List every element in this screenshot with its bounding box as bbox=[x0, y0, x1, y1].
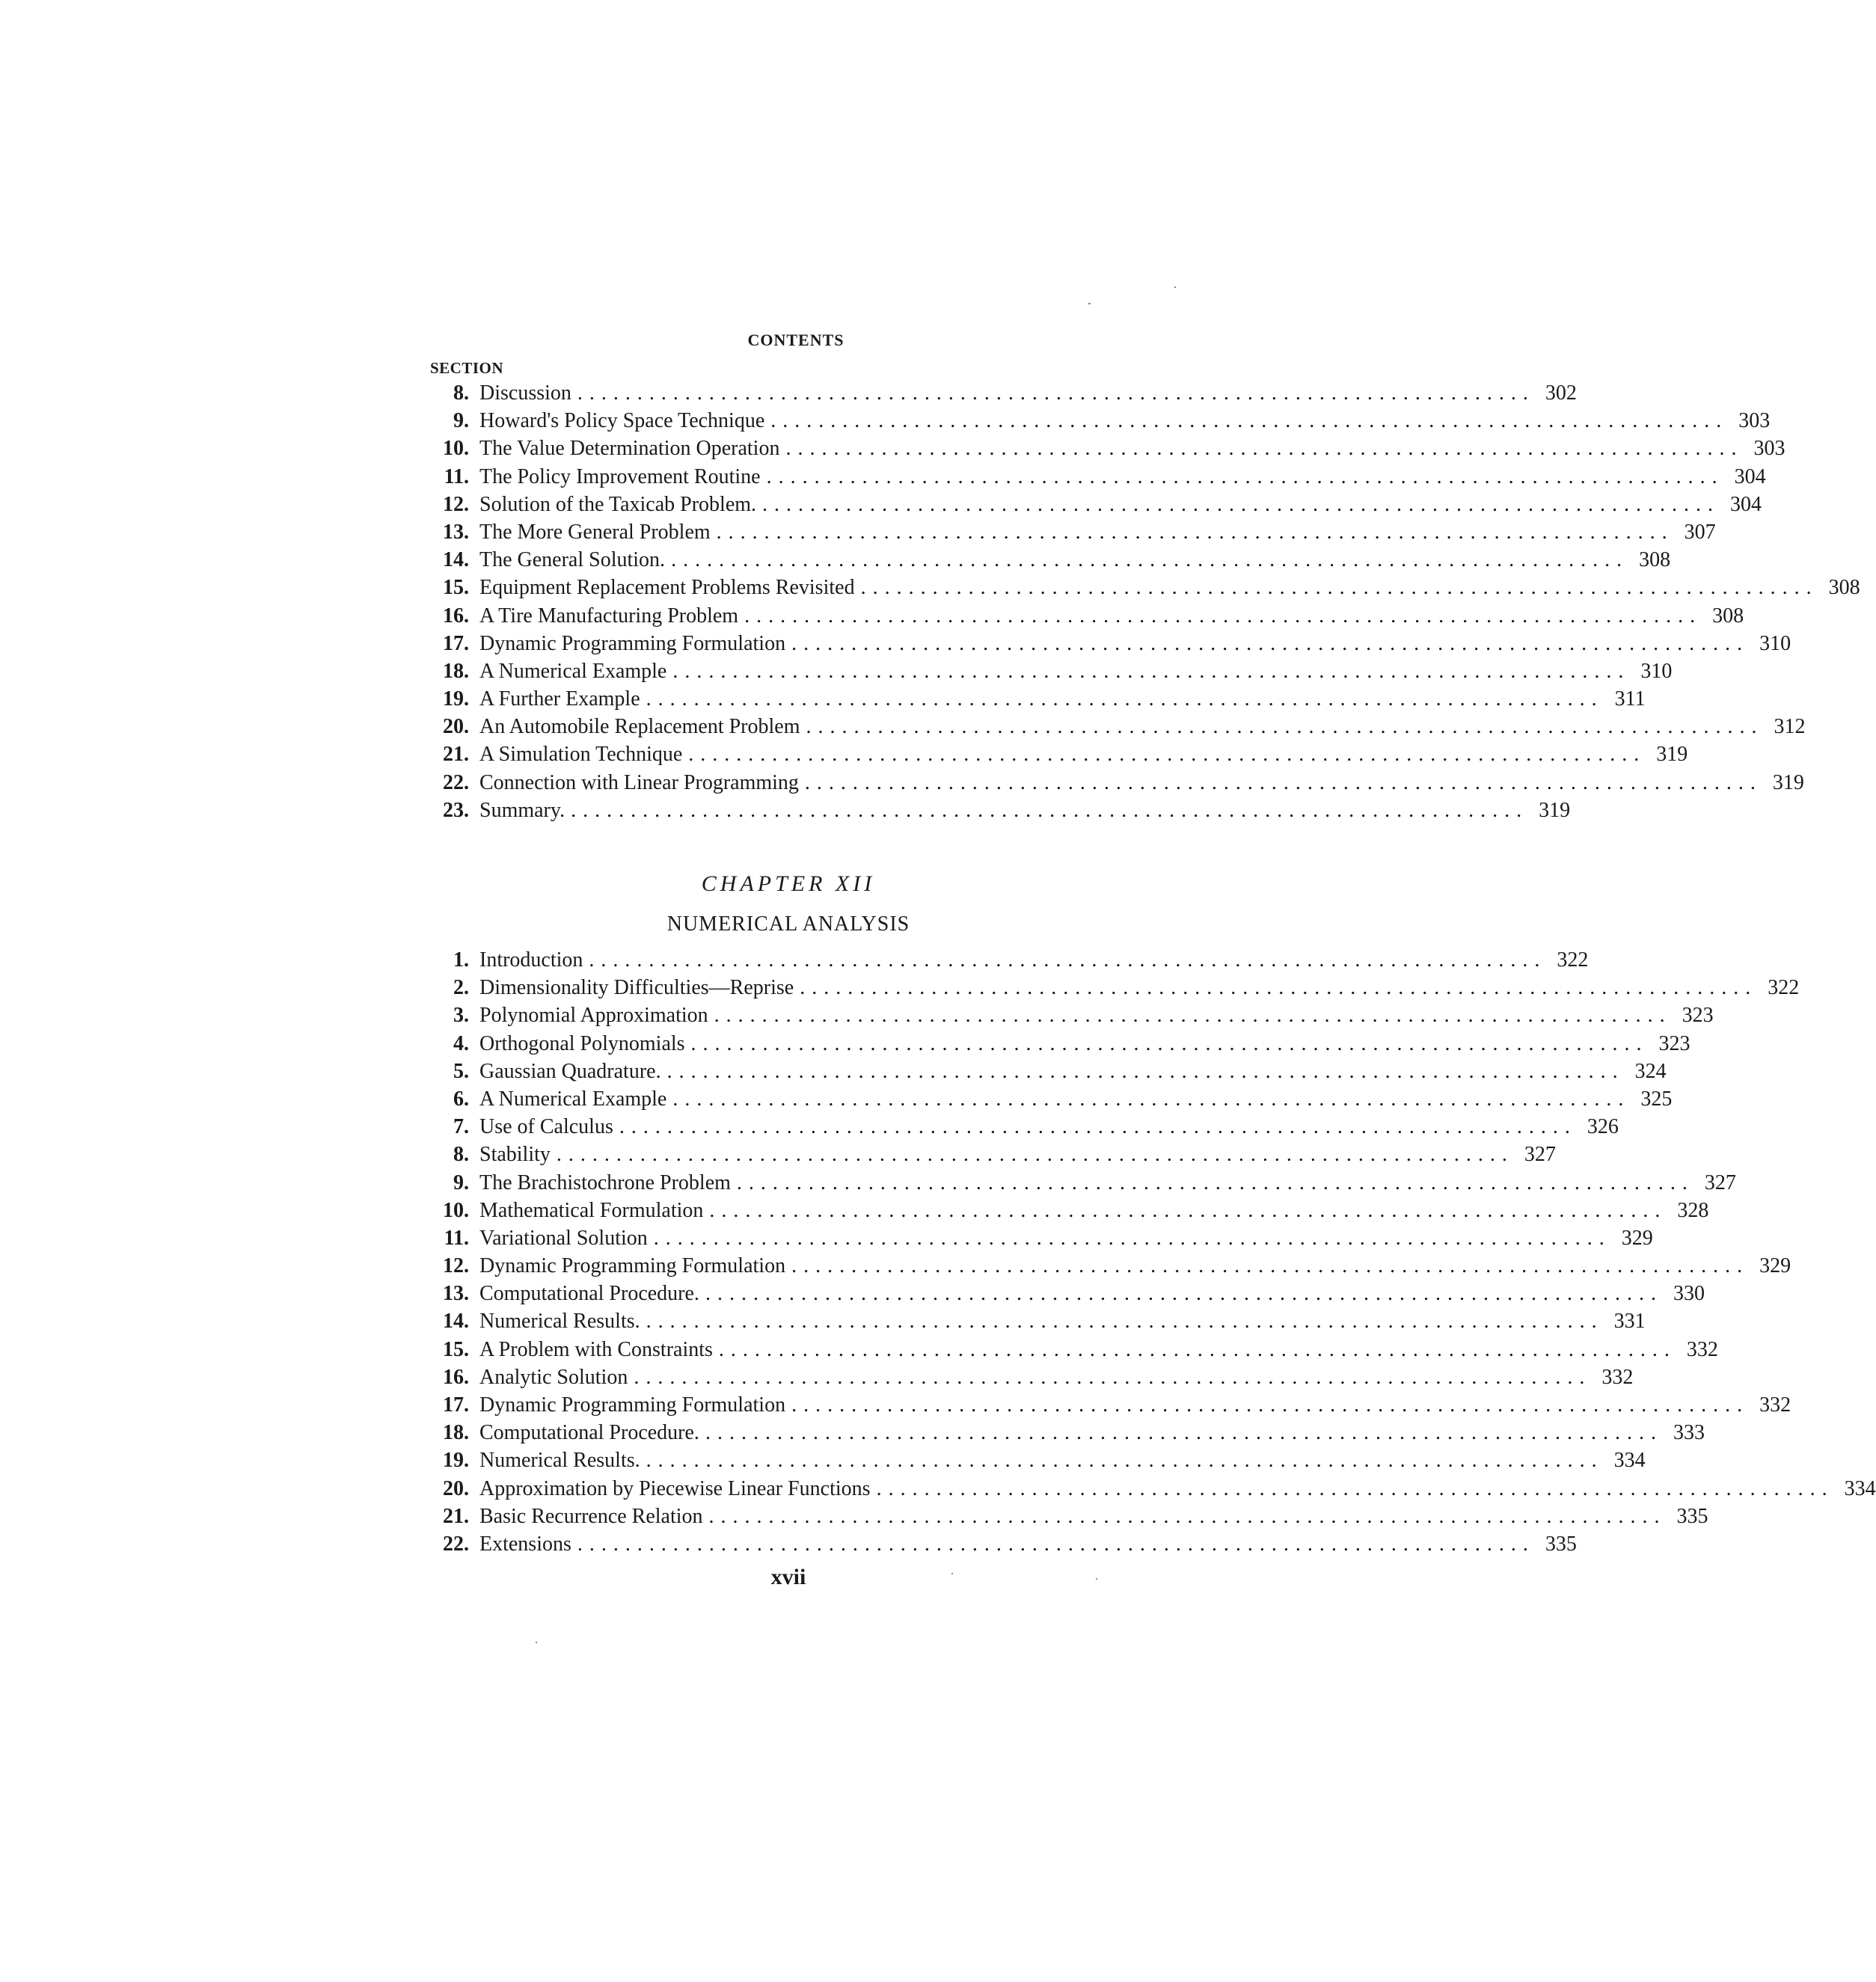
scan-speck bbox=[536, 1642, 537, 1643]
toc-entry bbox=[430, 1226, 1653, 1254]
entry-page: 303 bbox=[1753, 437, 1785, 461]
toc-entry bbox=[430, 1198, 1709, 1227]
entry-number: 8. bbox=[453, 381, 469, 405]
entry-page: 324 bbox=[1634, 1059, 1667, 1083]
toc-entry bbox=[430, 1031, 1690, 1060]
entry-page: 302 bbox=[1545, 381, 1577, 405]
dot-leader: ................................................................................ bbox=[800, 976, 1758, 1000]
toc-entry bbox=[430, 520, 1716, 548]
entry-number: 17. bbox=[443, 631, 469, 655]
entry-page: 329 bbox=[1759, 1254, 1791, 1278]
dot-leader: ................................................................................ bbox=[806, 715, 1764, 739]
entry-title: Summary. bbox=[469, 799, 571, 823]
page-folio: xvii bbox=[770, 1565, 806, 1589]
entry-page: 310 bbox=[1640, 659, 1673, 683]
toc-entry bbox=[430, 687, 1646, 715]
toc-entry bbox=[430, 548, 1671, 576]
toc-entry bbox=[430, 1365, 1634, 1393]
entry-page: 323 bbox=[1682, 1004, 1714, 1028]
dot-leader: ................................................................................ bbox=[736, 1171, 1694, 1194]
entry-page: 334 bbox=[1613, 1449, 1646, 1473]
toc-entry bbox=[430, 1476, 1876, 1505]
toc-entry bbox=[430, 1254, 1791, 1282]
entry-page: 325 bbox=[1640, 1087, 1673, 1111]
entry-title: The Value Determination Operation bbox=[469, 437, 785, 461]
dot-leader: ................................................................................ bbox=[876, 1476, 1834, 1500]
dot-leader: ................................................................................ bbox=[619, 1115, 1577, 1139]
dot-leader: ................................................................................ bbox=[766, 464, 1724, 488]
entry-number: 22. bbox=[443, 1532, 469, 1556]
dot-leader: ................................................................................ bbox=[770, 409, 1729, 433]
toc-entry bbox=[430, 1421, 1705, 1449]
entry-page: 311 bbox=[1614, 687, 1646, 711]
entry-number: 12. bbox=[443, 1254, 469, 1278]
entry-title: Discussion bbox=[469, 381, 577, 405]
entry-number: 7. bbox=[453, 1115, 469, 1139]
chapter-title: NUMERICAL ANALYSIS bbox=[666, 912, 910, 936]
entry-title: Solution of the Taxicab Problem. bbox=[469, 493, 762, 517]
entry-title: A Simulation Technique bbox=[469, 743, 688, 767]
dot-leader: ................................................................................ bbox=[634, 1365, 1592, 1389]
entry-number: 15. bbox=[443, 576, 469, 600]
entry-title: Mathematical Formulation bbox=[469, 1199, 709, 1223]
dot-leader: ................................................................................ bbox=[646, 1310, 1604, 1334]
dot-leader: ................................................................................ bbox=[785, 437, 1744, 461]
entry-number: 21. bbox=[443, 743, 469, 767]
entry-title: Stability bbox=[469, 1143, 557, 1167]
dot-leader: ................................................................................ bbox=[690, 1031, 1649, 1055]
entry-number: 16. bbox=[443, 604, 469, 628]
entry-title: A Numerical Example bbox=[469, 1087, 672, 1111]
entry-page: 304 bbox=[1730, 492, 1762, 516]
entry-number: 13. bbox=[443, 1282, 469, 1306]
entry-page: 323 bbox=[1658, 1031, 1690, 1055]
entry-page: 333 bbox=[1673, 1421, 1705, 1445]
entry-page: 330 bbox=[1673, 1282, 1705, 1306]
entry-title: A Problem with Constraints bbox=[469, 1338, 719, 1362]
entry-page: 335 bbox=[1676, 1504, 1708, 1528]
dot-leader: ................................................................................ bbox=[860, 576, 1818, 600]
toc-entry bbox=[430, 1393, 1791, 1421]
toc-list-chapter-xi bbox=[430, 381, 1860, 826]
entry-page: 303 bbox=[1738, 409, 1771, 433]
entry-page: 308 bbox=[1639, 548, 1671, 572]
entry-title: Use of Calculus bbox=[469, 1115, 619, 1139]
entry-page: 319 bbox=[1772, 770, 1804, 794]
toc-entry bbox=[430, 1449, 1646, 1476]
toc-entry bbox=[430, 1532, 1577, 1560]
dot-leader: ................................................................................ bbox=[688, 743, 1646, 767]
toc-entry bbox=[430, 743, 1688, 770]
entry-title: The Brachistochrone Problem bbox=[469, 1171, 737, 1195]
entry-number: 18. bbox=[443, 659, 469, 683]
toc-entry bbox=[430, 1087, 1673, 1115]
entry-title: Approximation by Piecewise Linear Functions bbox=[469, 1477, 877, 1501]
toc-entry bbox=[430, 659, 1673, 687]
toc-entry bbox=[430, 1337, 1718, 1366]
entry-page: 326 bbox=[1587, 1115, 1619, 1139]
entry-page: 334 bbox=[1844, 1476, 1876, 1500]
toc-entry bbox=[430, 948, 1589, 976]
entry-page: 319 bbox=[1656, 743, 1688, 767]
entry-title: Gaussian Quadrature. bbox=[469, 1060, 667, 1084]
toc-entry bbox=[430, 1504, 1708, 1532]
entry-number: 22. bbox=[443, 770, 469, 794]
toc-entry bbox=[430, 1282, 1705, 1310]
entry-number: 9. bbox=[453, 1171, 469, 1194]
scan-speck bbox=[1096, 1578, 1097, 1580]
entry-title: The More General Problem bbox=[469, 521, 717, 544]
dot-leader: ................................................................................ bbox=[791, 1393, 1750, 1417]
entry-number: 19. bbox=[443, 1449, 469, 1473]
toc-entry bbox=[430, 381, 1577, 409]
dot-leader: ................................................................................ bbox=[646, 1449, 1604, 1473]
toc-entry bbox=[430, 1004, 1714, 1031]
toc-list-chapter-xii bbox=[430, 948, 1876, 1560]
entry-number: 20. bbox=[443, 1476, 469, 1500]
entry-page: 304 bbox=[1734, 464, 1766, 488]
entry-number: 5. bbox=[453, 1059, 469, 1083]
dot-leader: ................................................................................ bbox=[653, 1226, 1611, 1250]
dot-leader: ................................................................................ bbox=[744, 604, 1702, 628]
dot-leader: ................................................................................ bbox=[718, 1337, 1676, 1361]
dot-leader: ................................................................................ bbox=[589, 948, 1547, 972]
dot-leader: ................................................................................ bbox=[791, 1254, 1750, 1278]
entry-title: Numerical Results. bbox=[469, 1310, 646, 1334]
section-column-label: SECTION bbox=[430, 359, 504, 377]
entry-title: Numerical Results. bbox=[469, 1449, 646, 1473]
entry-title: Computational Procedure. bbox=[469, 1421, 705, 1445]
toc-entry bbox=[430, 464, 1766, 493]
toc-entry bbox=[430, 576, 1860, 604]
entry-page: 310 bbox=[1759, 631, 1791, 655]
entry-title: Dynamic Programming Formulation bbox=[469, 1393, 791, 1417]
toc-entry bbox=[430, 798, 1571, 826]
entry-title: An Automobile Replacement Problem bbox=[469, 715, 806, 739]
scan-speck bbox=[1174, 286, 1176, 288]
entry-title: Basic Recurrence Relation bbox=[469, 1505, 709, 1529]
dot-leader: ................................................................................ bbox=[791, 631, 1750, 655]
entry-number: 11. bbox=[444, 464, 469, 488]
dot-leader: ................................................................................ bbox=[577, 1532, 1535, 1556]
entry-number: 10. bbox=[443, 437, 469, 461]
toc-entry bbox=[430, 1143, 1556, 1171]
dot-leader: ................................................................................ bbox=[804, 770, 1762, 794]
entry-title: Dimensionality Difficulties—Reprise bbox=[469, 976, 800, 1000]
entry-number: 14. bbox=[443, 548, 469, 572]
entry-page: 327 bbox=[1704, 1171, 1736, 1194]
entry-title: Introduction bbox=[469, 948, 589, 972]
entry-title: A Tire Manufacturing Problem bbox=[469, 604, 744, 628]
entry-title: A Numerical Example bbox=[469, 660, 672, 684]
entry-page: 307 bbox=[1684, 520, 1716, 544]
entry-number: 2. bbox=[453, 976, 469, 1000]
dot-leader: ................................................................................ bbox=[646, 687, 1604, 711]
toc-entry bbox=[430, 715, 1806, 743]
entry-page: 322 bbox=[1768, 976, 1800, 1000]
entry-title: Variational Solution bbox=[469, 1227, 654, 1251]
entry-number: 4. bbox=[453, 1031, 469, 1055]
entry-number: 20. bbox=[443, 715, 469, 739]
entry-page: 308 bbox=[1828, 576, 1860, 600]
chapter-heading: CHAPTER XII bbox=[701, 871, 876, 896]
toc-entry bbox=[430, 976, 1800, 1004]
toc-entry bbox=[430, 604, 1744, 632]
entry-title: The Policy Improvement Routine bbox=[469, 465, 767, 489]
dot-leader: ................................................................................ bbox=[716, 520, 1674, 544]
entry-page: 331 bbox=[1613, 1310, 1646, 1334]
entry-title: Polynomial Approximation bbox=[469, 1004, 714, 1028]
entry-page: 312 bbox=[1774, 715, 1806, 739]
entry-number: 19. bbox=[443, 687, 469, 711]
entry-title: A Further Example bbox=[469, 687, 646, 711]
toc-entry bbox=[430, 1171, 1736, 1199]
entry-number: 21. bbox=[443, 1504, 469, 1528]
entry-title: Dynamic Programming Formulation bbox=[469, 1254, 791, 1278]
toc-entry bbox=[430, 437, 1785, 464]
entry-page: 328 bbox=[1677, 1198, 1709, 1222]
running-head: CONTENTS bbox=[747, 331, 844, 349]
dot-leader: ................................................................................ bbox=[714, 1004, 1672, 1028]
toc-entry bbox=[430, 770, 1804, 799]
scan-speck bbox=[951, 1573, 953, 1574]
entry-title: Connection with Linear Programming bbox=[469, 771, 805, 795]
entry-number: 14. bbox=[443, 1310, 469, 1334]
entry-page: 327 bbox=[1524, 1143, 1556, 1167]
entry-number: 15. bbox=[443, 1337, 469, 1361]
entry-page: 322 bbox=[1557, 948, 1589, 972]
dot-leader: ................................................................................ bbox=[705, 1421, 1663, 1445]
entry-page: 308 bbox=[1712, 604, 1744, 628]
entry-page: 319 bbox=[1539, 798, 1571, 822]
toc-entry bbox=[430, 1115, 1619, 1143]
entry-number: 23. bbox=[443, 798, 469, 822]
entry-title: Howard's Policy Space Technique bbox=[469, 409, 770, 433]
entry-number: 3. bbox=[453, 1004, 469, 1028]
toc-entry bbox=[430, 1059, 1667, 1087]
dot-leader: ................................................................................ bbox=[666, 1059, 1625, 1083]
entry-number: 16. bbox=[443, 1365, 469, 1389]
entry-number: 6. bbox=[453, 1087, 469, 1111]
dot-leader: ................................................................................ bbox=[708, 1504, 1667, 1528]
scan-speck bbox=[1088, 303, 1091, 304]
entry-title: Equipment Replacement Problems Revisited bbox=[469, 576, 861, 600]
dot-leader: ................................................................................ bbox=[671, 548, 1629, 572]
toc-entry bbox=[430, 631, 1791, 660]
dot-leader: ................................................................................ bbox=[571, 798, 1529, 822]
entry-title: Computational Procedure. bbox=[469, 1282, 705, 1306]
toc-entry bbox=[430, 409, 1771, 437]
entry-title: The General Solution. bbox=[469, 548, 671, 572]
entry-title: Extensions bbox=[469, 1532, 577, 1556]
dot-leader: ................................................................................ bbox=[556, 1143, 1514, 1167]
entry-page: 332 bbox=[1686, 1337, 1718, 1361]
entry-number: 13. bbox=[443, 520, 469, 544]
entry-page: 332 bbox=[1601, 1365, 1634, 1389]
entry-number: 12. bbox=[443, 492, 469, 516]
entry-number: 8. bbox=[453, 1143, 469, 1167]
entry-title: Dynamic Programming Formulation bbox=[469, 632, 791, 656]
entry-title: Analytic Solution bbox=[469, 1366, 634, 1390]
entry-title: Orthogonal Polynomials bbox=[469, 1032, 691, 1056]
entry-number: 18. bbox=[443, 1421, 469, 1445]
dot-leader: ................................................................................ bbox=[705, 1282, 1663, 1306]
dot-leader: ................................................................................ bbox=[672, 659, 1631, 683]
toc-entry bbox=[430, 1310, 1646, 1337]
entry-number: 9. bbox=[453, 409, 469, 433]
toc-entry bbox=[430, 492, 1762, 521]
entry-number: 11. bbox=[444, 1226, 469, 1250]
dot-leader: ................................................................................ bbox=[672, 1087, 1631, 1111]
dot-leader: ................................................................................ bbox=[709, 1198, 1667, 1222]
entry-page: 332 bbox=[1759, 1393, 1791, 1417]
dot-leader: ................................................................................ bbox=[577, 381, 1535, 405]
entry-page: 335 bbox=[1545, 1532, 1577, 1556]
entry-page: 329 bbox=[1621, 1226, 1653, 1250]
entry-number: 17. bbox=[443, 1393, 469, 1417]
entry-number: 1. bbox=[453, 948, 469, 972]
dot-leader: ................................................................................ bbox=[762, 492, 1720, 516]
entry-number: 10. bbox=[443, 1198, 469, 1222]
